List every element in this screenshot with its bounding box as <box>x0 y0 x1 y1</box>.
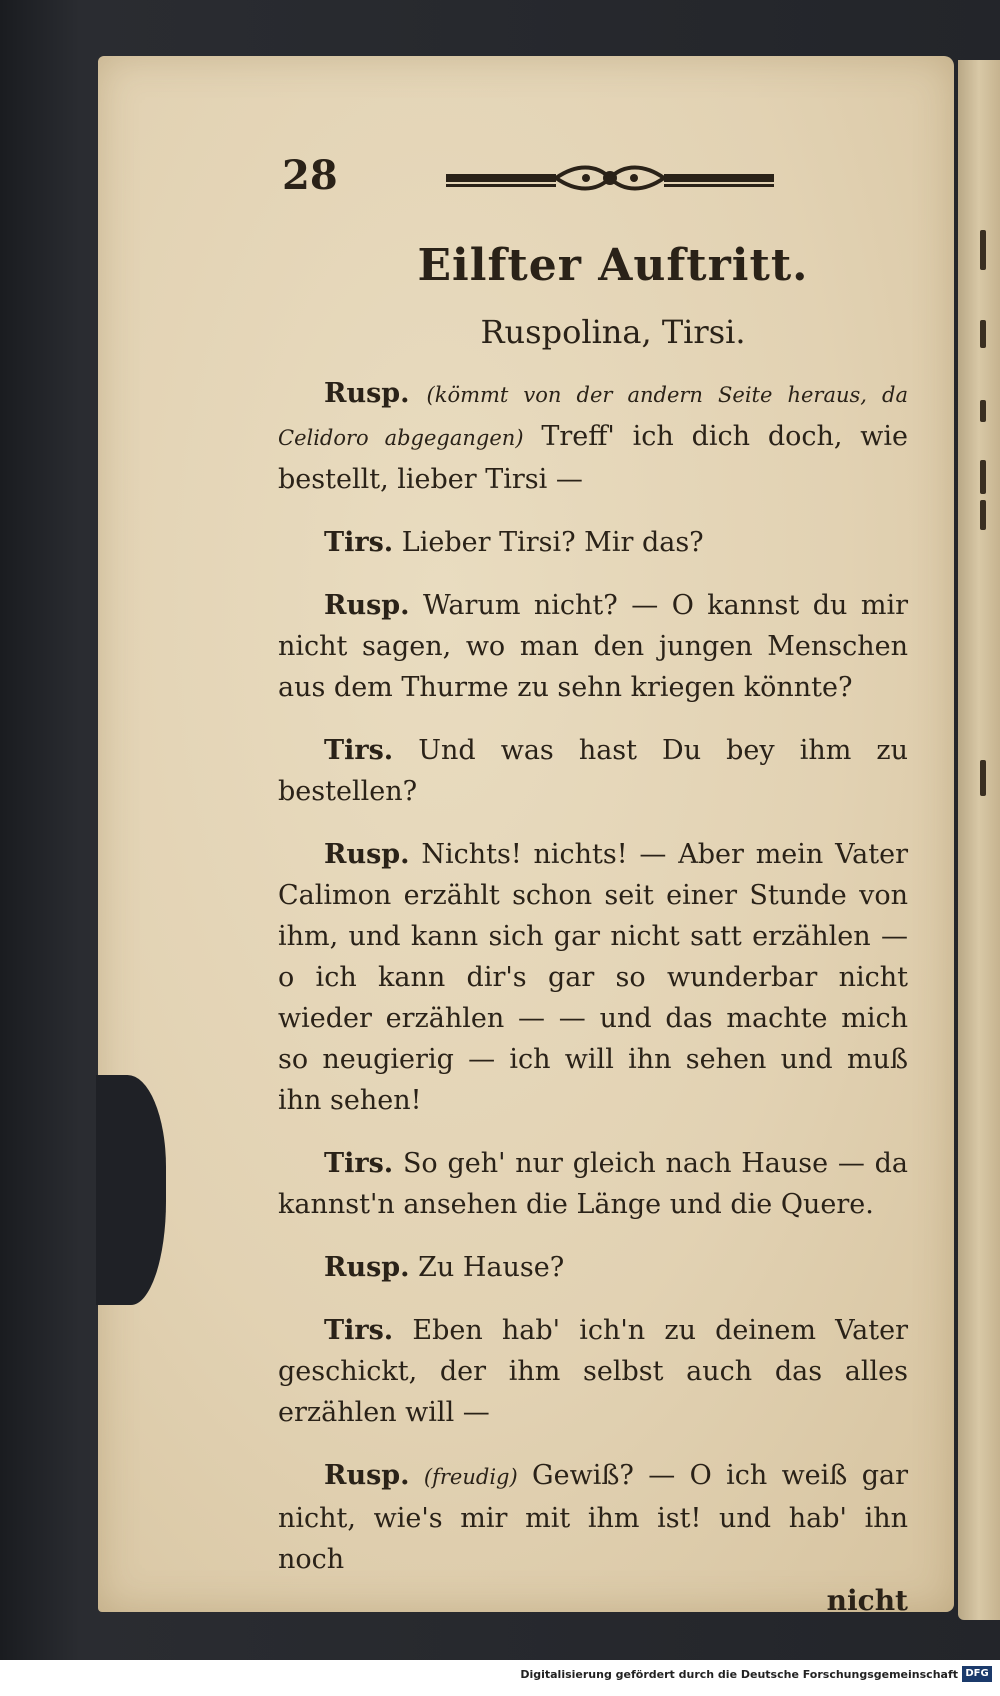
dialogue-text: Warum nicht? — O kannst du mir nicht sagen, wo man den jungen Menschen aus dem Thurme zu sehn kriegen könnte? <box>278 590 908 703</box>
speaker-name: Tirs. <box>324 527 394 558</box>
dialogue-line <box>278 834 908 1121</box>
speaker-name: Tirs. <box>324 735 394 766</box>
speaker-name: Tirs. <box>324 1315 394 1346</box>
stage-direction: (kömmt von der andern Seite heraus, da Celidoro abgegangen) <box>278 383 908 450</box>
dialogue-line <box>278 585 908 708</box>
dialogue-text: Treff' ich dich doch, wie bestellt, lieber Tirsi — <box>278 421 908 495</box>
dialogue-text: Lieber Tirsi? Mir das? <box>401 527 704 558</box>
scene-title: Eilfter Auftritt. <box>417 240 809 291</box>
character-list: Ruspolina, Tirsi. <box>480 313 746 351</box>
dialogue-line <box>278 522 908 563</box>
speaker-name: Rusp. <box>324 590 410 621</box>
dialogue-line <box>278 1247 908 1288</box>
dialogue-text: Gewiß? — O ich weiß gar nicht, wie's mir mit ihm ist! und hab' ihn noch <box>278 1460 908 1575</box>
dialogue-line <box>278 1455 908 1580</box>
dialogue-text: Nichts! nichts! — Aber mein Vater Calimon erzählt schon seit einer Stunde von ihm, und kann sich gar nicht satt erzählen — o ich kann dir's gar so wunderbar nicht wieder erzählen — — und das machte mich so neugierig — ich will ihn sehen und muß ihn sehen! <box>278 839 908 1116</box>
dialogue-line <box>278 730 908 812</box>
torn-page-edge <box>96 1075 166 1305</box>
speaker-name: Rusp. <box>324 1460 410 1491</box>
speaker-name: Rusp. <box>324 1252 410 1283</box>
dialogue-text: So geh' nur gleich nach Hause — da kannst'n ansehen die Länge und die Quere. <box>278 1148 908 1220</box>
funding-credit: Digitalisierung gefördert durch die Deutsche Forschungsgemeinschaft <box>520 1668 958 1681</box>
speaker-name: Rusp. <box>324 839 410 870</box>
dialogue-text: Zu Hause? <box>418 1252 565 1283</box>
speaker-name: Tirs. <box>324 1148 394 1179</box>
dfg-logo: DFG <box>962 1666 992 1682</box>
stage-direction: (freudig) <box>423 1465 518 1489</box>
dialogue-line <box>278 1143 908 1225</box>
speaker-name: Rusp. <box>324 378 410 409</box>
page-number: 28 <box>282 152 338 199</box>
dialogue-text: Und was hast Du bey ihm zu bestellen? <box>278 735 908 807</box>
dialogue-text: Eben hab' ich'n zu deinem Vater geschickt, der ihm selbst auch das alles erzählen will — <box>278 1315 908 1428</box>
page-text <box>278 226 908 1617</box>
decorative-rule-ornament <box>446 160 774 200</box>
dialogue-line <box>278 1310 908 1433</box>
dialogue-line <box>278 373 908 500</box>
catchword: nicht <box>826 1584 908 1617</box>
dialogue <box>278 373 908 1580</box>
adjacent-page-edge <box>958 60 1000 1620</box>
